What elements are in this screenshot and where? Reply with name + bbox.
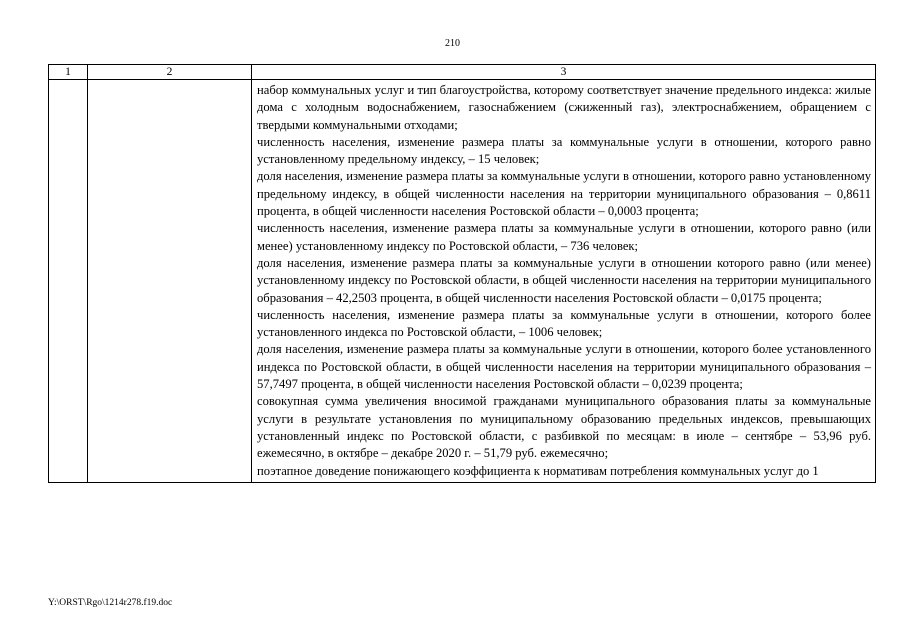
header-col-2: 2 (88, 65, 252, 80)
table-header-row (49, 65, 876, 80)
table-row (49, 80, 876, 483)
paragraph: поэтапное доведение понижающего коэффициента к нормативам потребления коммунальных услуг до 1 (257, 463, 819, 478)
paragraph: доля населения, изменение размера платы за коммунальные услуги в отношении, которого равно установленному предельному индексу, в общей численности населения на территории муниципального образования – 0,8611 процента, в общей численности населения Ростовской области – 0,0003 процента; (257, 169, 871, 219)
paragraph: численность населения, изменение размера платы за коммунальные услуги в отношении, которого равно установленному предельному индексу, – 15 человек; (257, 134, 871, 167)
paragraph: численность населения, изменение размера платы за коммунальные услуги в отношении, которого более установленного индекса по Ростовской области, – 1006 человек; (257, 307, 871, 340)
cell-col-1 (49, 80, 88, 483)
footer-file-path: Y:\ORST\Rgo\1214r278.f19.doc (48, 598, 173, 608)
paragraph: набор коммунальных услуг и тип благоустройства, которому соответствует значение предельного индекса: жилые дома с холодным водоснабжением, газоснабжением (сжиженный газ), электроснабжением, обращением с твердыми коммунальными отходами; (257, 83, 871, 132)
paragraph: совокупная сумма увеличения вносимой гражданами муниципального образования платы за коммунальные услуги в результате установления по муниципальному образованию предельных индексов, превышающих установленный индекс по Ростовской области, с разбивкой по месяцам: в июле – сентябре – 53,96 руб. ежемесячно, в октябре – декабре 2020 г. – 51,79 руб. ежемесячно; (257, 394, 871, 461)
page-number: 210 (445, 38, 460, 49)
header-col-1: 1 (49, 65, 88, 80)
cell-col-3 (252, 80, 876, 483)
paragraph: доля населения, изменение размера платы за коммунальные услуги в отношении которого равно (или менее) установленному индексу по Ростовской области, в общей численности населения на территории муниципального образования – 42,2503 процента, в общей численности населения Ростовской области – 0,0175 процента; (257, 255, 871, 305)
cell-col-2 (88, 80, 252, 483)
paragraph: численность населения, изменение размера платы за коммунальные услуги в отношении, которого равно (или менее) установленному индексу по Ростовской области, – 736 человек; (257, 221, 871, 253)
document-table (48, 64, 876, 483)
paragraph: доля населения, изменение размера платы за коммунальные услуги в отношении, которого более установленного индекса по Ростовской области, в общей численности населения на территории муниципального образования – 57,7497 процента, в общей численности населения Ростовской области – 0,0239 процента; (257, 342, 871, 392)
header-col-3: 3 (252, 65, 876, 80)
